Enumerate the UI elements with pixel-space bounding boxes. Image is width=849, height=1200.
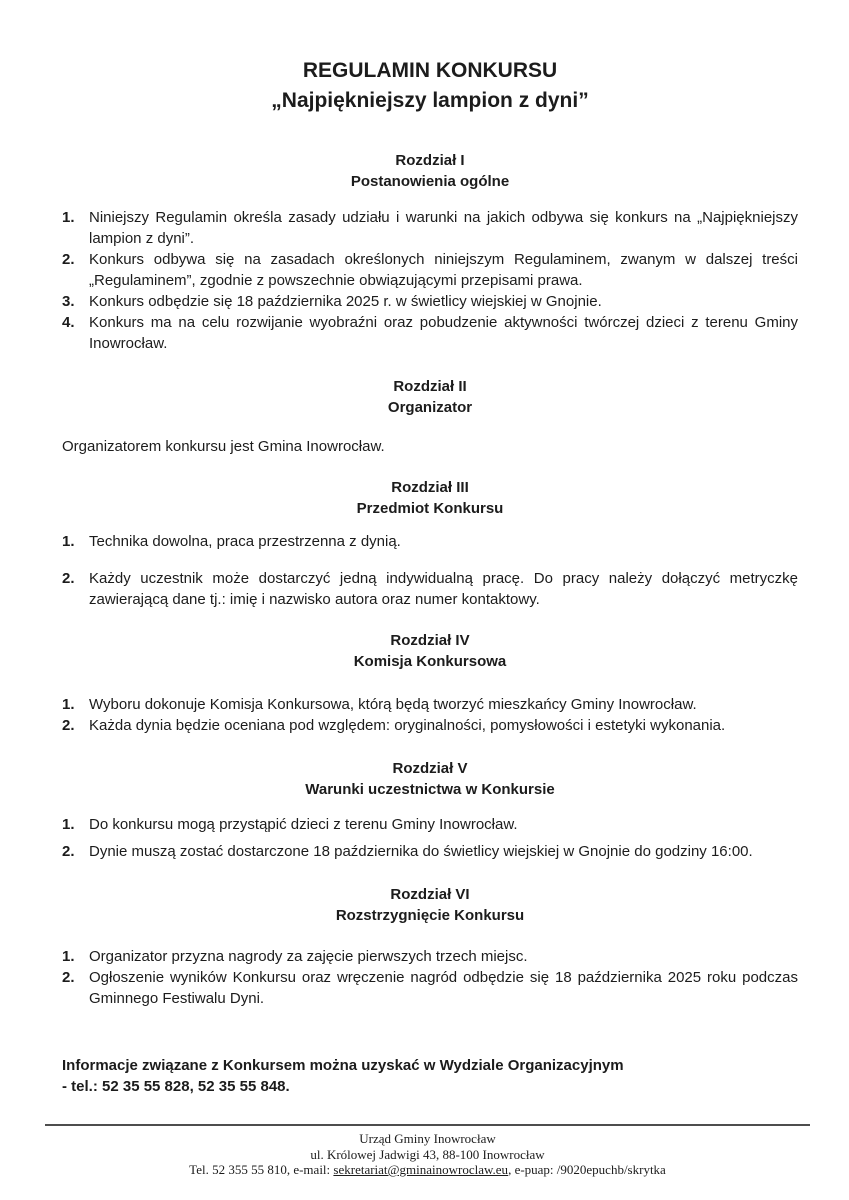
footer-org-name: Urząd Gminy Inowrocław: [359, 1131, 496, 1146]
item-text: Konkurs ma na celu rozwijanie wyobraźni oraz pobudzenie aktywności twórczej dzieci z terenu Gminy Inowrocław.: [89, 314, 798, 352]
item-text: Każdy uczestnik może dostarczyć jedną indywidualną pracę. Do pracy należy dołączyć metryczkę zawierającą dane tj.: imię i nazwisko autora oraz numer kontaktowy.: [89, 570, 798, 608]
item-number: 2.: [62, 843, 75, 860]
ordered-list-3: [62, 531, 798, 610]
item-text: Dynie muszą zostać dostarczone 18 października do świetlicy wiejskiej w Gnojnie do godziny 16:00.: [89, 843, 753, 860]
item-number: 4.: [62, 314, 75, 331]
item-number: 1.: [62, 696, 75, 713]
item-number: 2.: [62, 717, 75, 734]
chapter-name: Komisja Konkursowa: [353, 653, 507, 670]
section-heading-1: [62, 150, 798, 192]
item-number: 1.: [62, 816, 75, 833]
ordered-list-4: [62, 694, 798, 736]
list-item: [62, 967, 798, 1009]
section-heading-5: [62, 758, 798, 800]
item-text: Wyboru dokonuje Komisja Konkursowa, którą będą tworzyć mieszkańcy Gminy Inowrocław.: [89, 696, 697, 713]
document-content: [0, 56, 849, 1097]
footer-epuap-suffix: , e-puap: /9020epuchb/skrytka: [508, 1162, 666, 1177]
footer-email-link[interactable]: sekretariat@gminainowroclaw.eu: [333, 1162, 509, 1177]
footer-contact-line: [45, 1162, 810, 1178]
chapter-label: Rozdział IV: [390, 632, 470, 649]
item-number: 1.: [62, 948, 75, 965]
chapter-name: Postanowienia ogólne: [350, 173, 510, 190]
chapter-label: Rozdział III: [391, 479, 469, 496]
chapter-name: Organizator: [387, 399, 473, 416]
footer-tel-prefix: Tel. 52 355 55 810, e-mail:: [189, 1162, 334, 1177]
section-heading-2: [62, 376, 798, 418]
page-subtitle: „Najpiękniejszy lampion z dyni”: [271, 89, 589, 112]
chapter-label: Rozdział V: [392, 760, 468, 777]
item-text: Konkurs odbędzie się 18 października 2025 r. w świetlicy wiejskiej w Gnojnie.: [89, 293, 602, 310]
list-item: [62, 249, 798, 291]
list-item: [62, 207, 798, 249]
ordered-list-1: [62, 207, 798, 354]
item-text: Każda dynia będzie oceniana pod względem: oryginalności, pomysłowości i estetyki wykonania.: [89, 717, 726, 734]
footer-address: ul. Królowej Jadwigi 43, 88-100 Inowrocław: [310, 1146, 545, 1162]
item-number: 2.: [62, 251, 75, 268]
organizer-paragraph: Organizatorem konkursu jest Gmina Inowrocław.: [62, 438, 385, 455]
list-item: [62, 291, 798, 312]
item-number: 1.: [62, 209, 75, 226]
section-heading-4: [62, 630, 798, 672]
item-text: Do konkursu mogą przystąpić dzieci z terenu Gminy Inowrocław.: [89, 816, 518, 833]
footer-divider: [45, 1124, 810, 1126]
section-heading-3: [62, 477, 798, 519]
ordered-list-5: [62, 814, 798, 862]
item-number: 2.: [62, 570, 75, 587]
chapter-name: Warunki uczestnictwa w Konkursie: [305, 781, 555, 798]
chapter-label: Rozdział I: [395, 152, 465, 169]
list-item: [62, 568, 798, 610]
chapter-name: Rozstrzygnięcie Konkursu: [335, 907, 525, 924]
item-number: 2.: [62, 969, 75, 986]
item-number: 3.: [62, 293, 75, 310]
contact-info-line-2: - tel.: 52 35 55 828, 52 35 55 848.: [62, 1078, 290, 1095]
section-heading-6: [62, 884, 798, 926]
list-item: [62, 814, 798, 835]
item-text: Konkurs odbywa się na zasadach określonych niniejszym Regulaminem, zwanym w dalszej treści „Regulaminem”, zgodnie z powszechnie obwiązującymi przepisami prawa.: [89, 251, 798, 289]
list-item: [62, 841, 798, 862]
chapter-name: Przedmiot Konkursu: [356, 500, 504, 517]
list-item: [62, 312, 798, 354]
list-item: [62, 531, 798, 552]
list-item: [62, 694, 798, 715]
footer: [45, 1124, 810, 1178]
contact-info: [62, 1055, 798, 1097]
item-text: Organizator przyzna nagrody za zajęcie pierwszych trzech miejsc.: [89, 948, 528, 965]
list-item: [62, 715, 798, 736]
item-text: Ogłoszenie wyników Konkursu oraz wręczenie nagród odbędzie się 18 października 2025 roku podczas Gminnego Festiwalu Dyni.: [89, 969, 798, 1007]
item-text: Technika dowolna, praca przestrzenna z dynią.: [89, 533, 401, 550]
page-title: REGULAMIN KONKURSU: [302, 59, 558, 82]
ordered-list-6: [62, 946, 798, 1009]
chapter-label: Rozdział VI: [390, 886, 470, 903]
chapter-label: Rozdział II: [393, 378, 467, 395]
contact-info-line-1: Informacje związane z Konkursem można uzyskać w Wydziale Organizacyjnym: [62, 1057, 624, 1074]
item-number: 1.: [62, 533, 75, 550]
item-text: Niniejszy Regulamin określa zasady udziału i warunki na jakich odbywa się konkurs na „Najpiękniejszy lampion z dyni”.: [89, 209, 798, 247]
list-item: [62, 946, 798, 967]
